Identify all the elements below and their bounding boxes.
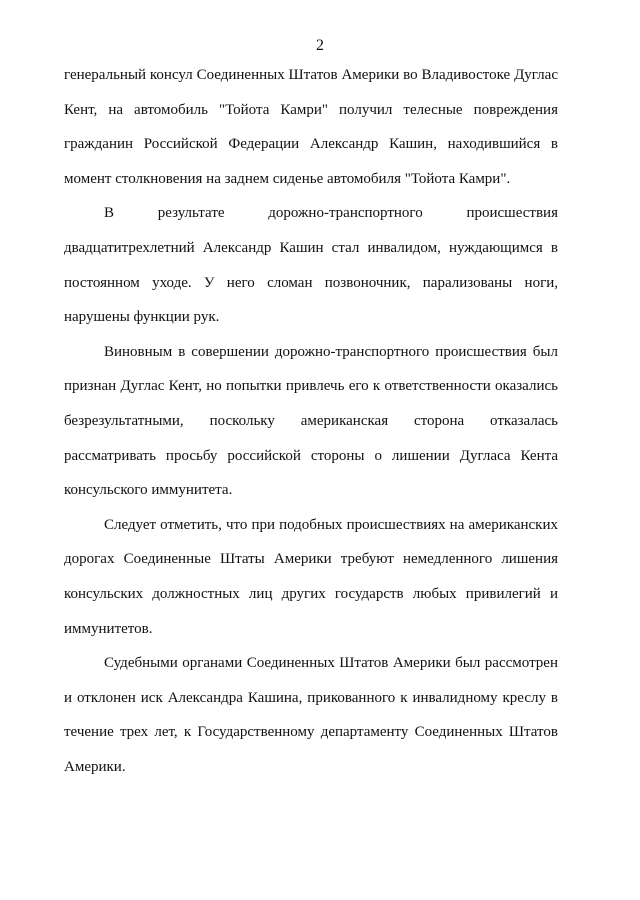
paragraph-2: В результате дорожно-транспортного происшествия двадцатитрехлетний Александр Кашин стал инвалидом, нуждающимся в постоянном уходе. У него сломан позвоночник, парализованы ноги, нарушены функции рук.	[64, 205, 558, 326]
paragraph-5: Судебными органами Соединенных Штатов Америки был рассмотрен и отклонен иск Александра Кашина, прикованного к инвалидному креслу в течение трех лет, к Государственному департаменту Соединенных Штатов Америки.	[64, 655, 558, 775]
page-number: 2	[316, 37, 324, 54]
document-body	[64, 58, 558, 784]
paragraph-4: Следует отметить, что при подобных происшествиях на американских дорогах Соединенные Штаты Америки требуют немедленного лишения консульских должностных лиц других государств любых привилегий и иммунитетов.	[64, 516, 558, 637]
paragraph-1: генеральный консул Соединенных Штатов Америки во Владивостоке Дуглас Кент, на автомобиль "Тойота Камри" получил телесные повреждения гражданин Российской Федерации Александр Кашин, находившийся в момент столкновения на заднем сиденье автомобиля "Тойота Камри".	[64, 67, 558, 187]
paragraph-3: Виновным в совершении дорожно-транспортного происшествия был признан Дуглас Кент, но попытки привлечь его к ответственности оказались безрезультатными, поскольку американская сторона отказалась рассматривать просьбу российской стороны о лишении Дугласа Кента консульского иммунитета.	[64, 343, 558, 499]
